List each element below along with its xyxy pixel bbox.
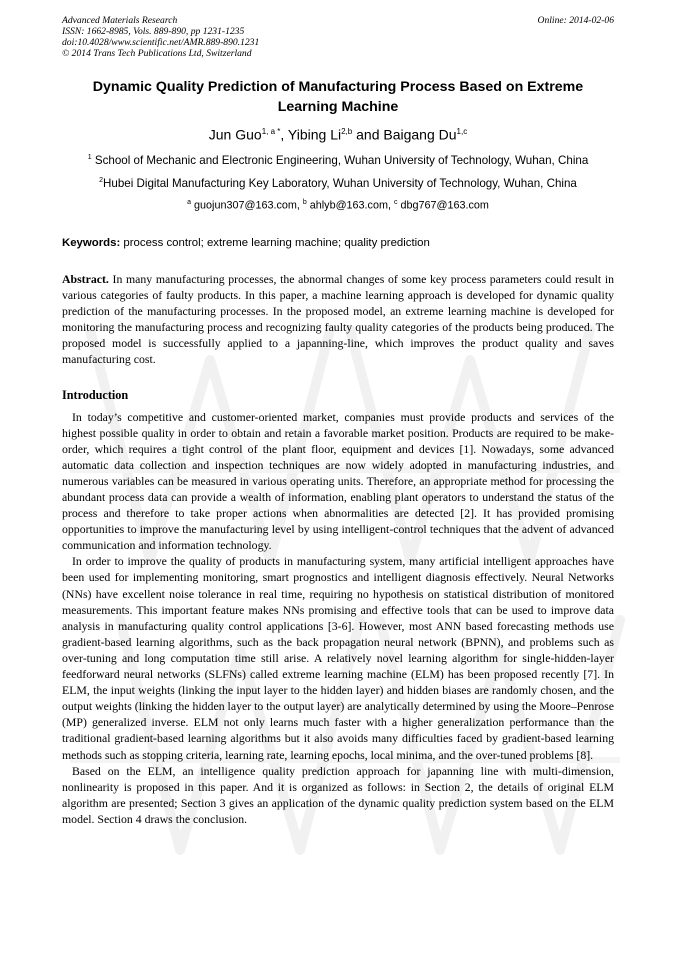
- issn-line: ISSN: 1662-8985, Vols. 889-890, pp 1231-1235: [62, 26, 245, 37]
- abstract: [62, 271, 614, 368]
- author-affiliation-marker: 2,b: [341, 127, 353, 136]
- paper-title: Dynamic Quality Prediction of Manufacturing Process Based on Extreme Learning Machine: [92, 79, 584, 115]
- keywords-label: Keywords:: [62, 236, 121, 249]
- journal-header: [62, 15, 614, 59]
- copyright-line: © 2014 Trans Tech Publications Ltd, Switzerland: [62, 48, 252, 59]
- author-name: Jun Guo: [208, 126, 262, 143]
- author-emails: [62, 196, 614, 213]
- email-marker: b: [302, 199, 307, 207]
- body-paragraph: In today’s competitive and customer-oriented market, companies must provide products and services of the highest possible quality in order to obtain and retain a favorable market position. Products are required to be make-order, which requires a tight control of the plant floor, equipment and devices [1]. Nowadays, some advanced automatic data collection and inspection techniques are now widely adopted in manufacturing industries, and numerous variables can be measured in various operating units. Therefore, an appropriate method for processing the abundant process data can provide a wealth of information, enabling plant operators to understand the status of the process and therefore to take proper actions when abnormalities are detected [2]. It has provided promising opportunities to improve the manufacturing level by using intelligent-control techniques that the advent of advanced communication and information technology.: [62, 409, 614, 553]
- affiliation: [62, 174, 614, 190]
- author-separator: and: [352, 126, 384, 143]
- affiliation-text: School of Mechanic and Electronic Engineering, Wuhan University of Technology, Wuhan, China: [94, 153, 589, 167]
- abstract-text: In many manufacturing processes, the abnormal changes of some key process parameters could result in various categories of faulty products. In this paper, a machine learning approach is developed for dynamic quality prediction of the manufacturing processes. In the proposed model, an extreme learning machine is developed for monitoring the manufacturing process and recognizing faulty quality categories of the products being produced. The proposed model is successfully applied to a japanning-line, which improves the product quality and saves manufacturing cost.: [62, 271, 615, 367]
- keywords-text: process control; extreme learning machine; quality prediction: [123, 236, 430, 249]
- author-list: [62, 123, 614, 144]
- email-address: ahlyb@163.com,: [309, 199, 391, 212]
- abstract-label: Abstract.: [62, 271, 109, 286]
- paper-page: [62, 15, 614, 827]
- affiliation-marker: 1: [87, 153, 92, 161]
- body-paragraph: In order to improve the quality of products in manufacturing system, many artificial intelligent approaches have been used for implementing monitoring, smart prognostics and intelligent diagnosis effectively. Neural Networks (NNs) have excellent noise tolerance in real time, requiring no hypothesis on statistical distribution of monitored measurements. This important feature makes NNs promising and effective tools that can be used to improve data analysis in manufacturing quality control applications [3-6]. However, most ANN based forecasting methods use gradient-based learning algorithms, such as the back propagation neural network (BPNN), and problems such as over-tuning and long computation time still arise. A relatively novel learning algorithm for single-hidden-layer feedforward neural networks (SLFNs) called extreme learning machine (ELM) has been proposed recently [7]. In ELM, the input weights (linking the input layer to the hidden layer) and hidden biases are randomly chosen, and the output weights (linking the hidden layer to the output layer) are analytically determined by using the Moore–Penrose (MP) generalized inverse. ELM not only learns much faster with a higher generalization performance than the traditional gradient-based learning algorithms but it also avoids many difficulties faced by gradient-based learning methods such as stopping criteria, learning rate, learning epochs, local minima, and the over-tuned problems [8].: [62, 554, 614, 762]
- author-name: Yibing Li: [287, 126, 342, 143]
- journal-name: Advanced Materials Research: [62, 15, 178, 26]
- affiliation-marker: 2: [99, 176, 103, 184]
- doi-line: doi:10.4028/www.scientific.net/AMR.889-890.1231: [62, 37, 260, 48]
- affiliation-text: Hubei Digital Manufacturing Key Laboratory, Wuhan University of Technology, Wuhan, China: [103, 176, 577, 190]
- online-date: Online: 2014-02-06: [537, 15, 614, 26]
- author-name: Baigang Du: [383, 126, 457, 143]
- body-paragraph: Based on the ELM, an intelligence quality prediction approach for japanning line with multi-dimension, nonlinearity is proposed in this paper. And it is organized as follows: in Section 2, the details of original ELM algorithm are presented; Section 3 gives an application of the dynamic quality prediction system based on the ELM model. Section 4 draws the conclusion.: [62, 763, 614, 826]
- author-affiliation-marker: 1,c: [456, 127, 468, 136]
- email-address: dbg767@163.com: [400, 199, 489, 212]
- keywords: [62, 236, 614, 250]
- email-address: guojun307@163.com,: [194, 199, 300, 212]
- affiliation: [62, 151, 614, 167]
- section-heading-introduction: Introduction: [62, 387, 129, 402]
- email-marker: c: [393, 199, 398, 207]
- author-affiliation-marker: 1, a *: [261, 127, 281, 136]
- email-marker: a: [187, 199, 192, 207]
- author-separator: ,: [280, 126, 288, 143]
